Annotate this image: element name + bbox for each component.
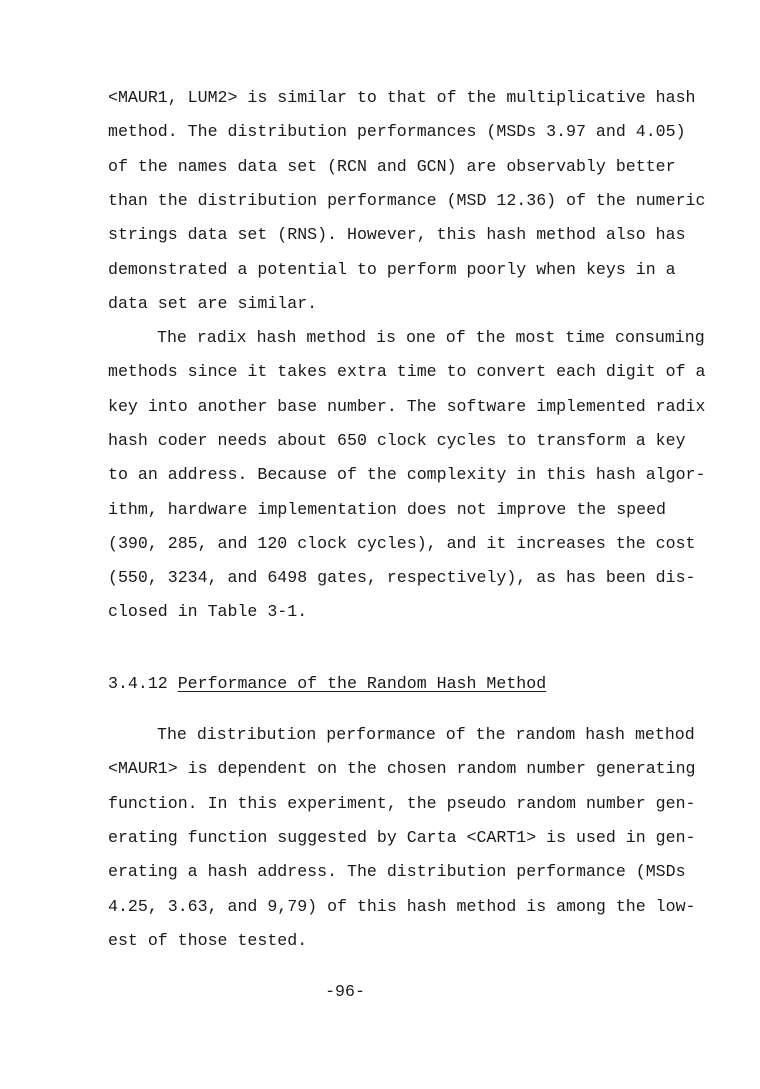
text-line: erating a hash address. The distribution performance (MSDs xyxy=(108,862,686,882)
text-line: <MAUR1> is dependent on the chosen random number generating xyxy=(108,759,696,779)
text-line: The distribution performance of the random hash method xyxy=(157,725,695,744)
text-line: (390, 285, and 120 clock cycles), and it increases the cost xyxy=(108,533,696,553)
text-line: function. In this experiment, the pseudo random number gen- xyxy=(108,793,696,813)
text-line: The radix hash method is one of the most time consuming xyxy=(157,328,705,347)
text-line: ithm, hardware implementation does not improve the speed xyxy=(108,499,666,519)
text-line: closed in Table 3-1. xyxy=(108,602,308,622)
text-line: est of those tested. xyxy=(108,930,308,950)
text-line: 4.25, 3.63, and 9,79) of this hash method is among the low- xyxy=(108,896,696,916)
section-heading xyxy=(108,674,546,694)
text-line: method. The distribution performances (MSDs 3.97 and 4.05) xyxy=(108,122,686,142)
text-line: erating function suggested by Carta <CART1> is used in gen- xyxy=(108,827,696,847)
text-line: strings data set (RNS). However, this hash method also has xyxy=(108,225,686,245)
text-line: of the names data set (RCN and GCN) are observably better xyxy=(108,156,676,176)
text-line: demonstrated a potential to perform poorly when keys in a xyxy=(108,259,676,279)
text-line: methods since it takes extra time to convert each digit of a xyxy=(108,362,706,382)
text-line: <MAUR1, LUM2> is similar to that of the multiplicative hash xyxy=(108,88,696,107)
section-title: Performance of the Random Hash Method xyxy=(177,674,547,693)
text-line: to an address. Because of the complexity in this hash algor- xyxy=(108,465,706,485)
text-line: (550, 3234, and 6498 gates, respectively), as has been dis- xyxy=(108,568,696,588)
text-line: key into another base number. The software implemented radix xyxy=(108,396,706,416)
section-number: 3.4.12 xyxy=(108,674,168,693)
text-line: than the distribution performance (MSD 12.36) of the numeric xyxy=(108,190,706,210)
text-line: hash coder needs about 650 clock cycles to transform a key xyxy=(108,430,686,450)
page-number: -96- xyxy=(325,982,365,1001)
text-line: data set are similar. xyxy=(108,293,318,313)
